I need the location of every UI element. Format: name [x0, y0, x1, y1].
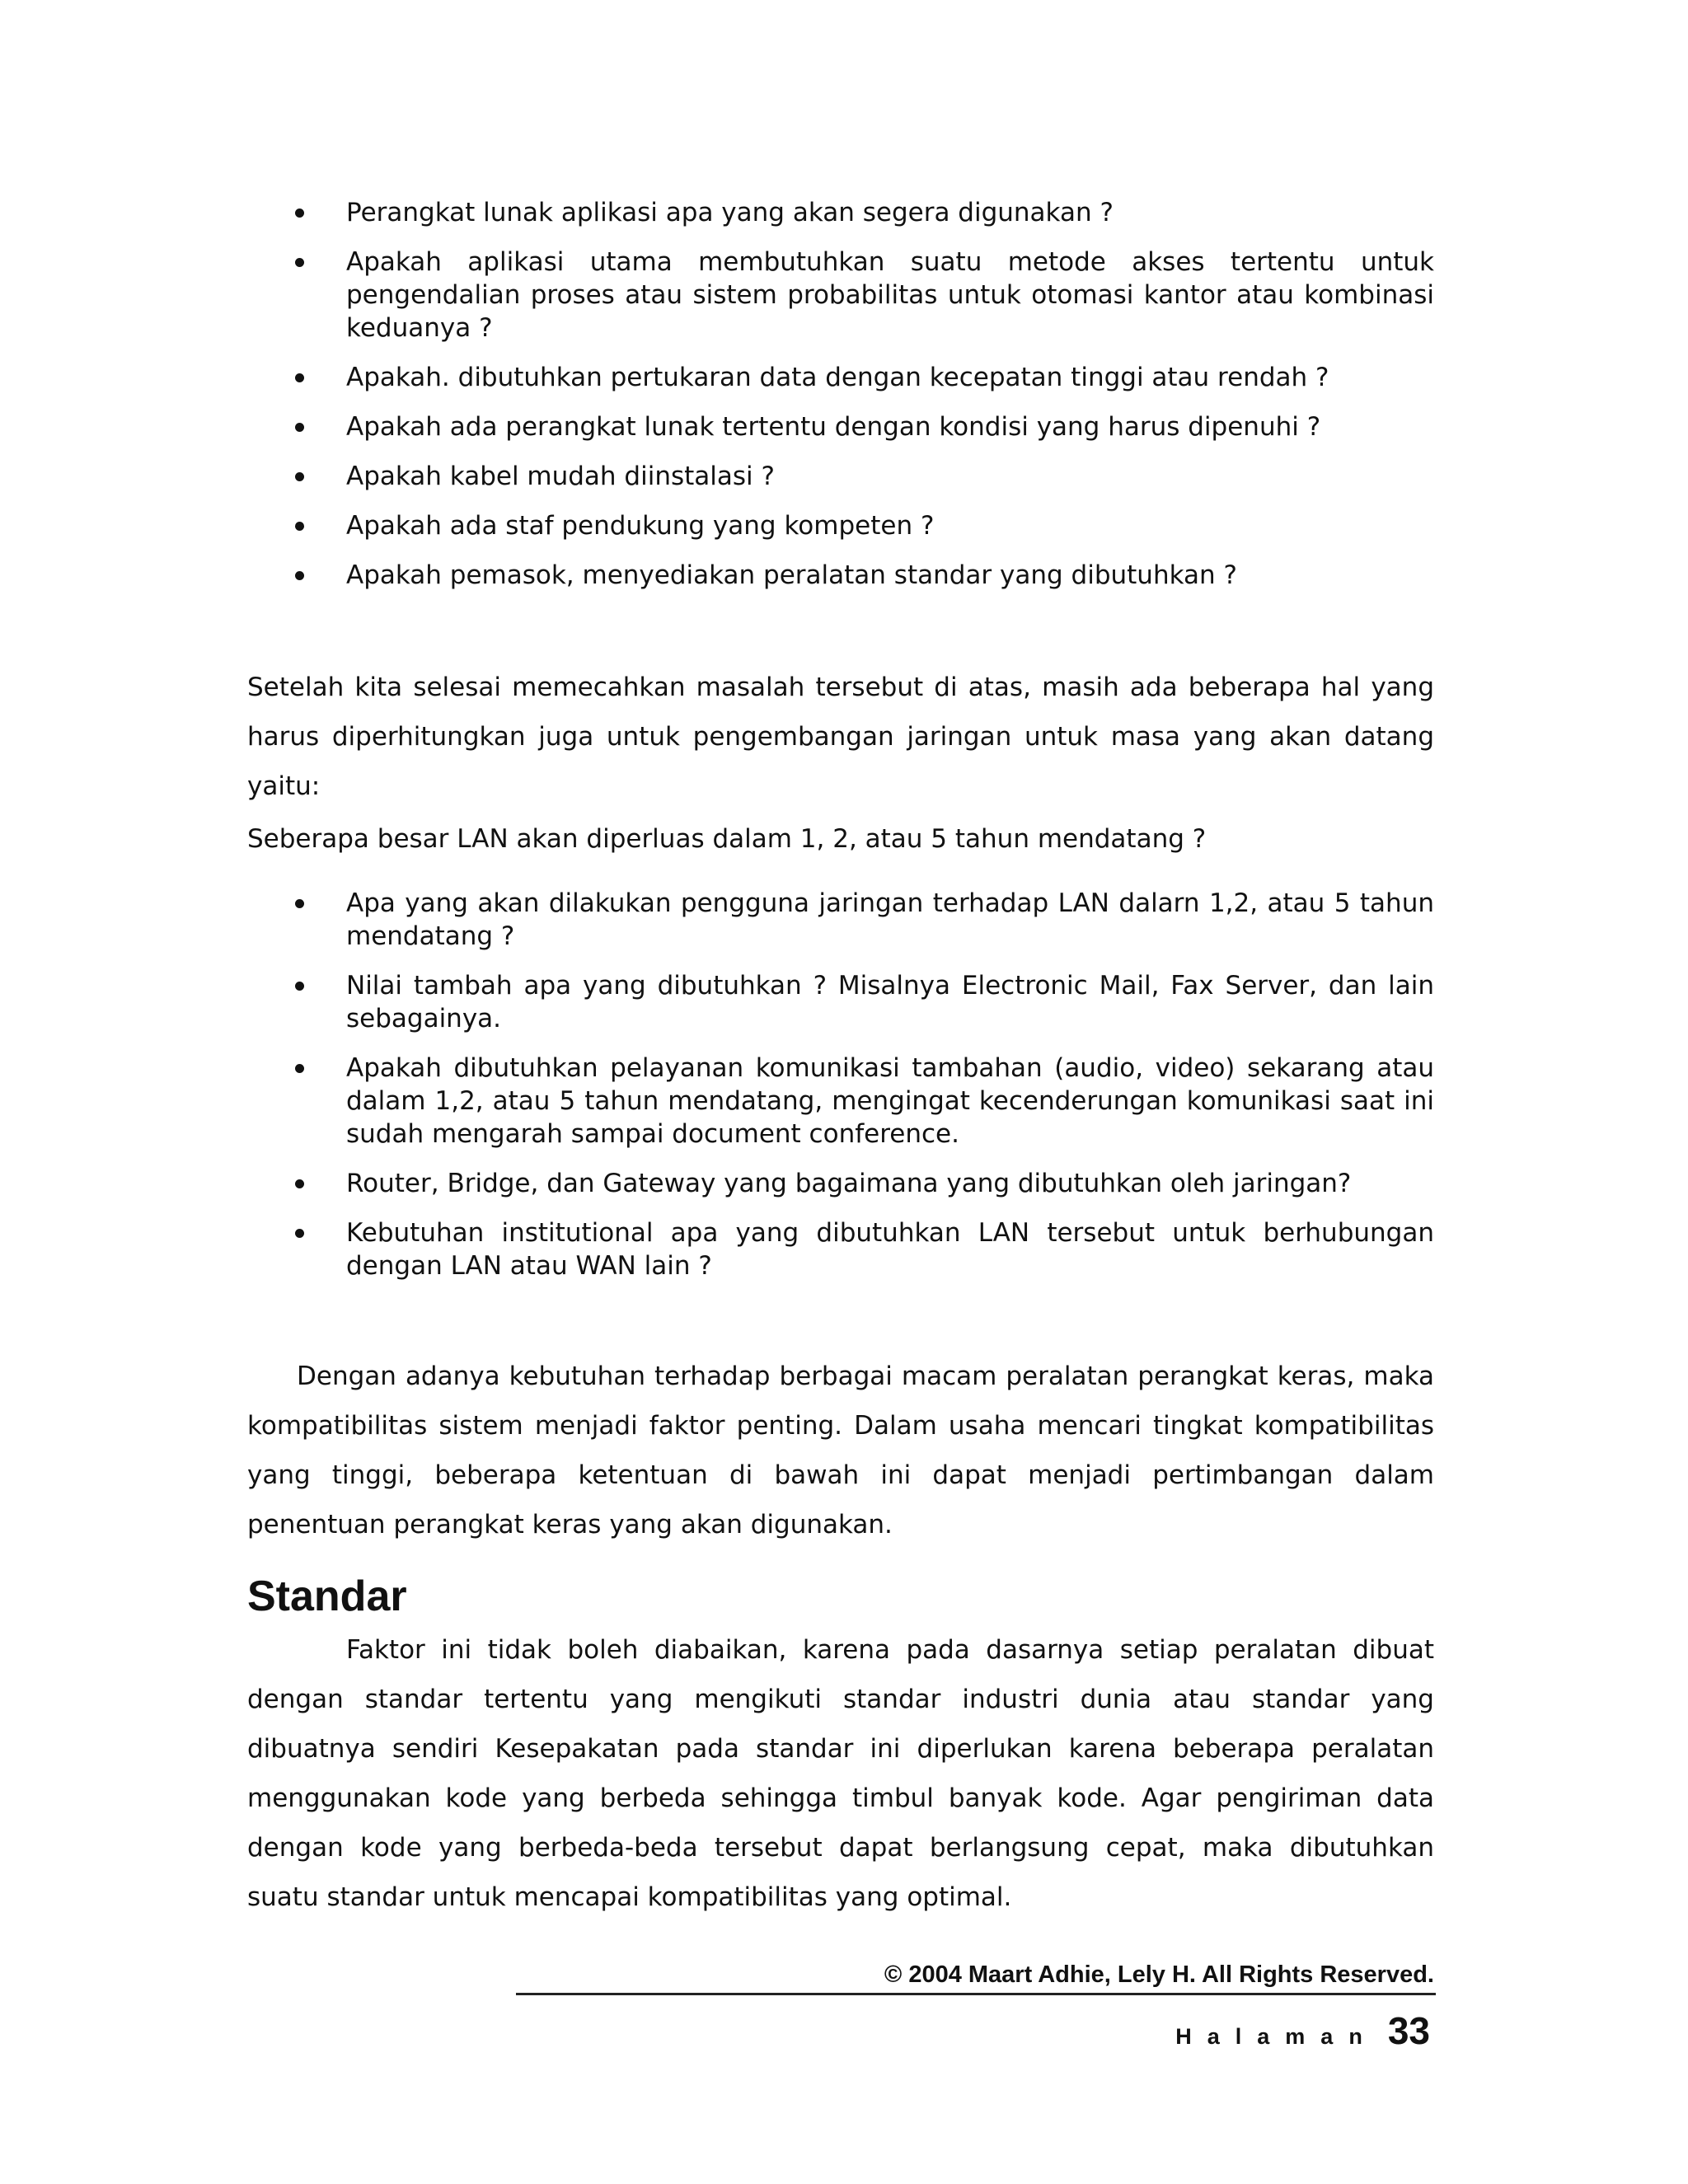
list-item [247, 1167, 1434, 1200]
list-item-text: Apakah ada staf pendukung yang kompeten ? [346, 511, 935, 541]
list-item-text: Kebutuhan institutional apa yang dibutuhkan LAN tersebut untuk berhubungan dengan LAN atau WAN lain ? [346, 1218, 1434, 1281]
list-item-text: Apakah kabel mudah diinstalasi ? [346, 462, 775, 491]
list-item [247, 460, 1434, 493]
list-item-text: Apakah aplikasi utama membutuhkan suatu metode akses tertentu untuk pengendalian proses atau sistem probabilitas untuk otomasi kantor atau kombinasi keduanya ? [346, 247, 1434, 343]
bullet-list-requirements [247, 196, 1434, 592]
list-item-text: Apa yang akan dilakukan pengguna jaringan terhadap LAN dalarn 1,2, atau 5 tahun mendatang ? [346, 888, 1434, 951]
bullet-dot-icon [295, 899, 304, 908]
list-item-text: Apakah dibutuhkan pelayanan komunikasi tambahan (audio, video) sekarang atau dalam 1,2, atau 5 tahun mendatang, mengingat kecenderungan komunikasi saat ini sudah mengarah sampai document conference. [346, 1053, 1434, 1149]
bullet-dot-icon [295, 209, 304, 218]
list-item-text: Apakah. dibutuhkan pertukaran data dengan kecepatan tinggi atau rendah ? [346, 363, 1329, 392]
bullet-dot-icon [295, 423, 304, 432]
section-heading-standar: Standar [247, 1572, 407, 1620]
list-item-text: Perangkat lunak aplikasi apa yang akan segera digunakan ? [346, 198, 1114, 227]
list-item-text: Nilai tambah apa yang dibutuhkan ? Misalnya Electronic Mail, Fax Server, dan lain sebagainya. [346, 971, 1434, 1033]
bullet-dot-icon [295, 571, 304, 580]
list-item [247, 559, 1434, 592]
list-item [247, 969, 1434, 1035]
bullet-dot-icon [295, 522, 304, 531]
copyright-notice: © 2004 Maart Adhie, Lely H. All Rights Reserved. [884, 1961, 1434, 1988]
page-content [247, 196, 1434, 1922]
bullet-dot-icon [295, 1229, 304, 1238]
list-item [247, 1216, 1434, 1282]
list-item [247, 410, 1434, 443]
paragraph-future-considerations: Setelah kita selesai memecahkan masalah tersebut di atas, masih ada beberapa hal yang harus diperhitungkan juga untuk pengembangan jaringan untuk masa yang akan datang yaitu: [247, 673, 1434, 801]
bullet-dot-icon [295, 1064, 304, 1073]
list-item [247, 361, 1434, 394]
list-item-text: Router, Bridge, dan Gateway yang bagaimana yang dibutuhkan oleh jaringan? [346, 1169, 1352, 1198]
bullet-dot-icon [295, 982, 304, 991]
page-number-block [1175, 2008, 1430, 2053]
list-item-text: Apakah pemasok, menyediakan peralatan standar yang dibutuhkan ? [346, 560, 1237, 590]
footer-divider [516, 1993, 1436, 1995]
page-number: 33 [1387, 2009, 1430, 2052]
list-item [247, 246, 1434, 344]
paragraph-hardware-compatibility: Dengan adanya kebutuhan terhadap berbagai macam peralatan perangkat keras, maka kompatibilitas sistem menjadi faktor penting. Dalam usaha mencari tingkat kompatibilitas yang tinggi, beberapa ketentuan di bawah ini dapat menjadi pertimbangan dalam penentuan perangkat keras yang akan digunakan. [247, 1361, 1434, 1540]
bullet-list-future-needs [247, 887, 1434, 1282]
list-item [247, 509, 1434, 542]
page-label: Halaman [1175, 2024, 1378, 2049]
list-item-text: Apakah ada perangkat lunak tertentu dengan kondisi yang harus dipenuhi ? [346, 412, 1321, 442]
bullet-dot-icon [295, 1179, 304, 1188]
list-item [247, 196, 1434, 229]
list-item [247, 887, 1434, 953]
bullet-dot-icon [295, 258, 304, 267]
bullet-dot-icon [295, 472, 304, 481]
list-item [247, 1052, 1434, 1151]
bullet-dot-icon [295, 373, 304, 382]
paragraph-lan-growth-question: Seberapa besar LAN akan diperluas dalam 1, 2, atau 5 tahun mendatang ? [247, 824, 1207, 854]
paragraph-standar: Faktor ini tidak boleh diabaikan, karena pada dasarnya setiap peralatan dibuat dengan standar tertentu yang mengikuti standar industri dunia atau standar yang dibuatnya sendiri Kesepakatan pada standar ini diperlukan karena beberapa peralatan menggunakan kode yang berbeda sehingga timbul banyak kode. Agar pengiriman data dengan kode yang berbeda-beda tersebut dapat berlangsung cepat, maka dibutuhkan suatu standar untuk mencapai kompatibilitas yang optimal. [247, 1635, 1434, 1912]
